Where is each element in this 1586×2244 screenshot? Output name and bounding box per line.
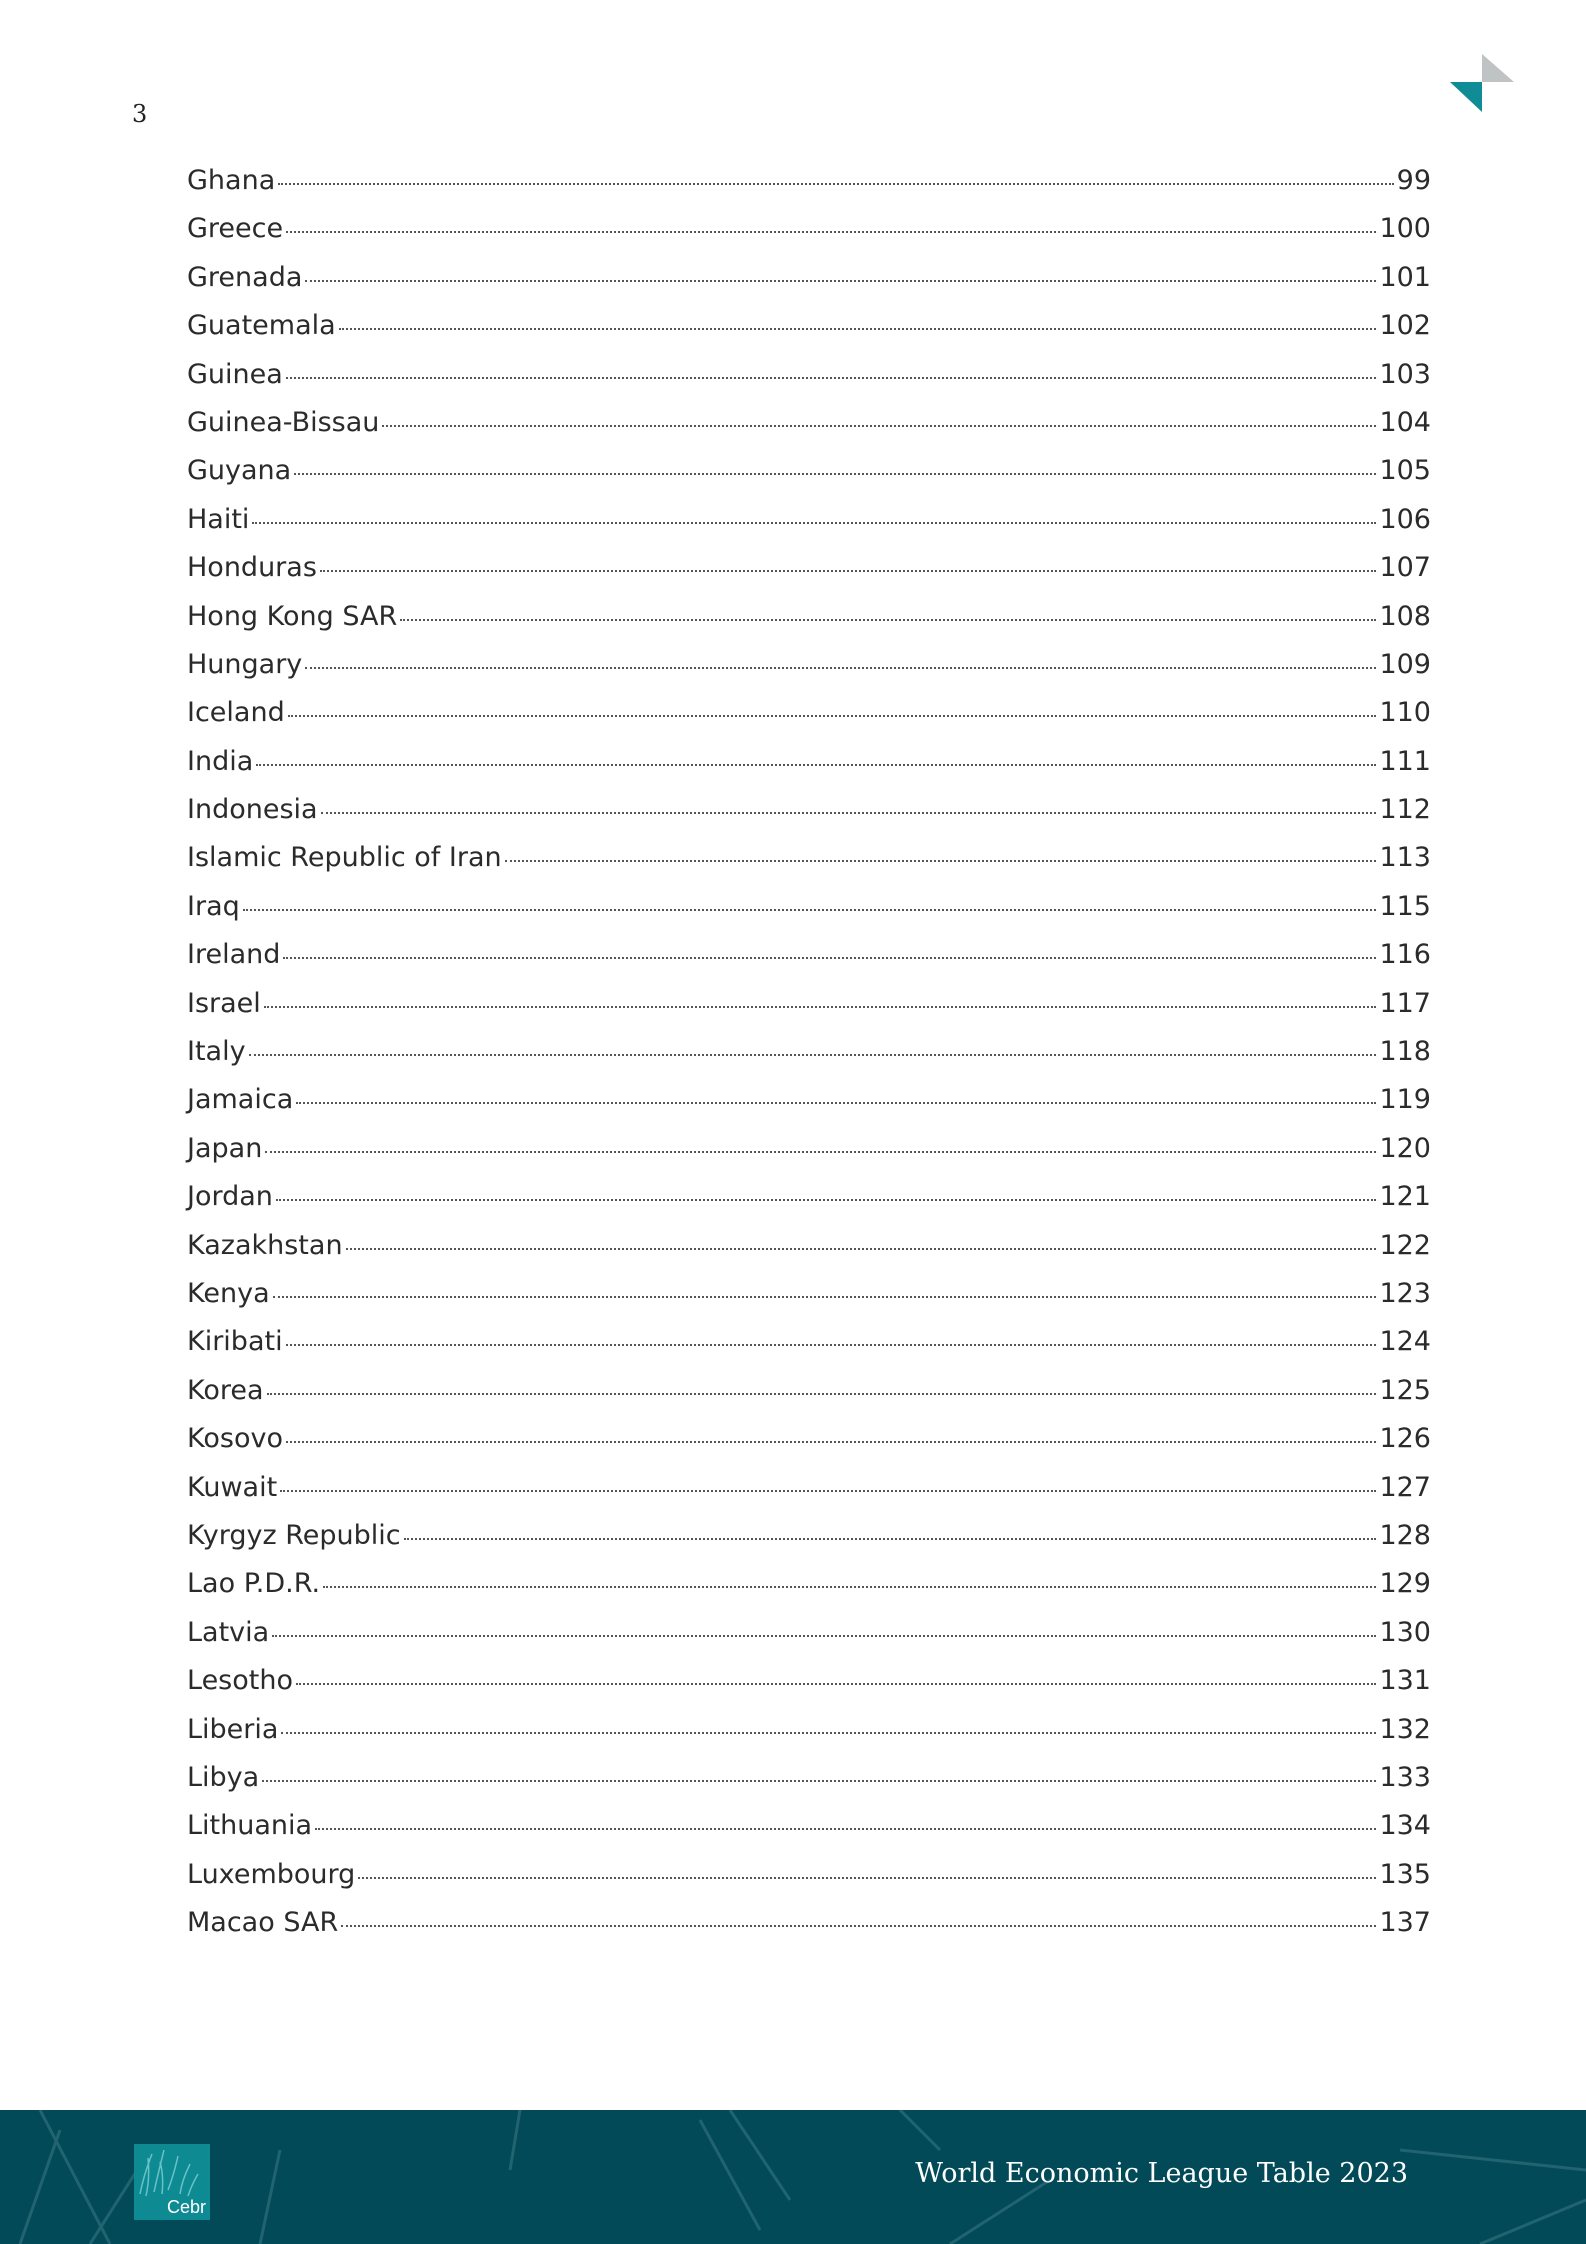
- toc-entry-label: Lesotho: [187, 1665, 293, 1697]
- toc-entry[interactable]: [187, 1028, 1431, 1076]
- toc-dot-leader: [305, 280, 1376, 282]
- toc-entry[interactable]: [187, 593, 1431, 641]
- toc-entry-page: 122: [1379, 1229, 1431, 1261]
- toc-dot-leader: [294, 473, 1376, 475]
- toc-entry-page: 110: [1379, 697, 1431, 729]
- toc-entry[interactable]: [187, 1076, 1431, 1124]
- toc-entry[interactable]: [187, 1415, 1431, 1463]
- toc-entry-page: 128: [1379, 1519, 1431, 1551]
- toc-entry-label: Jordan: [187, 1181, 273, 1213]
- toc-entry-page: 120: [1379, 1132, 1431, 1164]
- cebr-logo-text: Cebr: [166, 2197, 206, 2217]
- toc-entry-label: Ireland: [187, 939, 281, 971]
- toc-entry-label: Guyana: [187, 455, 292, 487]
- footer-bar: [0, 2110, 1586, 2244]
- toc-entry-page: 133: [1379, 1761, 1431, 1793]
- toc-dot-leader: [346, 1248, 1377, 1250]
- toc-entry-label: Lithuania: [187, 1810, 313, 1842]
- toc-entry-page: 102: [1379, 310, 1431, 342]
- toc-entry[interactable]: [187, 1802, 1431, 1850]
- toc-entry-page: 103: [1379, 358, 1431, 390]
- toc-entry[interactable]: [187, 641, 1431, 689]
- toc-entry[interactable]: [187, 1609, 1431, 1657]
- toc-entry[interactable]: [187, 1754, 1431, 1802]
- toc-entry[interactable]: [187, 254, 1431, 302]
- toc-entry-label: Haiti: [187, 503, 250, 535]
- toc-dot-leader: [272, 1635, 1376, 1637]
- toc-entry-page: 132: [1379, 1713, 1431, 1745]
- toc-entry[interactable]: [187, 302, 1431, 350]
- toc-dot-leader: [286, 1344, 1377, 1346]
- toc-dot-leader: [273, 1296, 1377, 1298]
- cebr-logo-icon: [134, 2144, 210, 2220]
- toc-entry-label: Islamic Republic of Iran: [187, 842, 502, 874]
- toc-entry-label: Grenada: [187, 261, 303, 293]
- toc-entry-page: 101: [1379, 261, 1431, 293]
- toc-entry-page: 129: [1379, 1568, 1431, 1600]
- toc-entry-label: Indonesia: [187, 794, 318, 826]
- toc-entry-page: 137: [1379, 1907, 1431, 1939]
- toc-dot-leader: [280, 1490, 1376, 1492]
- toc-entry[interactable]: [187, 786, 1431, 834]
- footer-title: World Economic League Table 2023: [915, 2158, 1408, 2189]
- toc-dot-leader: [262, 1780, 1376, 1782]
- toc-entry[interactable]: [187, 1270, 1431, 1318]
- toc-entry-label: Kazakhstan: [187, 1229, 343, 1261]
- toc-entry-page: 119: [1379, 1084, 1431, 1116]
- toc-entry[interactable]: [187, 1222, 1431, 1270]
- toc-entry-label: Iceland: [187, 697, 285, 729]
- toc-entry-label: Kenya: [187, 1277, 270, 1309]
- toc-dot-leader: [264, 1006, 1377, 1008]
- toc-dot-leader: [315, 1828, 1376, 1830]
- toc-entry-label: Kosovo: [187, 1423, 283, 1455]
- table-of-contents: [187, 157, 1431, 1947]
- toc-entry-page: 134: [1379, 1810, 1431, 1842]
- toc-entry-label: Japan: [187, 1132, 263, 1164]
- toc-entry-page: 107: [1379, 552, 1431, 584]
- toc-entry-label: Lao P.D.R.: [187, 1568, 321, 1600]
- toc-entry-page: 118: [1379, 1036, 1431, 1068]
- toc-entry[interactable]: [187, 544, 1431, 592]
- toc-entry-label: Jamaica: [187, 1084, 294, 1116]
- toc-entry-page: 108: [1379, 600, 1431, 632]
- toc-dot-leader: [267, 1393, 1377, 1395]
- toc-entry[interactable]: [187, 157, 1431, 205]
- toc-entry-label: Macao SAR: [187, 1907, 339, 1939]
- toc-entry-page: 105: [1379, 455, 1431, 487]
- toc-entry-label: Liberia: [187, 1713, 279, 1745]
- toc-entry[interactable]: [187, 931, 1431, 979]
- toc-dot-leader: [382, 425, 1376, 427]
- toc-entry-page: 111: [1379, 745, 1431, 777]
- toc-dot-leader: [286, 231, 1376, 233]
- toc-dot-leader: [283, 957, 1376, 959]
- toc-entry[interactable]: [187, 1464, 1431, 1512]
- toc-entry[interactable]: [187, 1657, 1431, 1705]
- toc-dot-leader: [296, 1102, 1376, 1104]
- toc-entry-label: Hong Kong SAR: [187, 600, 398, 632]
- toc-entry-label: Guinea: [187, 358, 283, 390]
- page-number: 3: [132, 100, 148, 128]
- toc-entry-label: Guinea-Bissau: [187, 406, 380, 438]
- toc-entry[interactable]: [187, 689, 1431, 737]
- toc-dot-leader: [286, 377, 1377, 379]
- toc-entry[interactable]: [187, 1560, 1431, 1608]
- toc-entry[interactable]: [187, 399, 1431, 447]
- corner-triangle-logo-icon: [1448, 52, 1516, 114]
- toc-entry-page: 104: [1379, 406, 1431, 438]
- toc-dot-leader: [341, 1925, 1376, 1927]
- toc-entry[interactable]: [187, 834, 1431, 882]
- toc-entry-label: Latvia: [187, 1616, 270, 1648]
- toc-entry[interactable]: [187, 205, 1431, 253]
- toc-entry-page: 124: [1379, 1326, 1431, 1358]
- toc-entry-page: 121: [1379, 1181, 1431, 1213]
- toc-dot-leader: [323, 1586, 1376, 1588]
- toc-dot-leader: [321, 812, 1377, 814]
- toc-entry-page: 116: [1379, 939, 1431, 971]
- toc-dot-leader: [243, 909, 1377, 911]
- toc-dot-leader: [265, 1151, 1376, 1153]
- toc-entry[interactable]: [187, 980, 1431, 1028]
- toc-dot-leader: [288, 715, 1377, 717]
- toc-entry-page: 115: [1379, 890, 1431, 922]
- toc-dot-leader: [278, 183, 1393, 185]
- toc-entry[interactable]: [187, 1125, 1431, 1173]
- toc-dot-leader: [249, 1054, 1377, 1056]
- toc-entry-label: Kyrgyz Republic: [187, 1519, 401, 1551]
- toc-entry-label: Italy: [187, 1036, 246, 1068]
- toc-entry[interactable]: [187, 1173, 1431, 1221]
- toc-dot-leader: [339, 328, 1377, 330]
- toc-entry[interactable]: [187, 496, 1431, 544]
- toc-entry[interactable]: [187, 351, 1431, 399]
- toc-dot-leader: [296, 1683, 1376, 1685]
- toc-entry-label: Honduras: [187, 552, 317, 584]
- toc-entry-label: Korea: [187, 1374, 264, 1406]
- toc-entry-label: Iraq: [187, 890, 240, 922]
- toc-entry-page: 123: [1379, 1277, 1431, 1309]
- toc-dot-leader: [276, 1199, 1377, 1201]
- toc-entry-label: Greece: [187, 213, 284, 245]
- toc-dot-leader: [256, 764, 1376, 766]
- toc-entry-page: 125: [1379, 1374, 1431, 1406]
- toc-dot-leader: [505, 860, 1377, 862]
- toc-entry-label: Israel: [187, 987, 261, 1019]
- toc-entry-page: 109: [1379, 648, 1431, 680]
- toc-dot-leader: [252, 522, 1376, 524]
- toc-entry-page: 126: [1379, 1423, 1431, 1455]
- toc-entry-page: 112: [1379, 794, 1431, 826]
- toc-entry-page: 99: [1396, 165, 1431, 196]
- toc-dot-leader: [320, 570, 1377, 572]
- toc-entry-page: 113: [1379, 842, 1431, 874]
- toc-entry[interactable]: [187, 1899, 1431, 1947]
- toc-entry-page: 127: [1379, 1471, 1431, 1503]
- toc-dot-leader: [400, 619, 1376, 621]
- toc-entry-label: India: [187, 745, 254, 777]
- toc-entry-label: Luxembourg: [187, 1858, 356, 1890]
- toc-entry[interactable]: [187, 883, 1431, 931]
- toc-entry-page: 131: [1379, 1665, 1431, 1697]
- toc-entry[interactable]: [187, 738, 1431, 786]
- toc-dot-leader: [358, 1877, 1376, 1879]
- toc-entry-label: Kiribati: [187, 1326, 283, 1358]
- toc-entry[interactable]: [187, 1367, 1431, 1415]
- toc-entry-page: 130: [1379, 1616, 1431, 1648]
- toc-entry-page: 135: [1379, 1858, 1431, 1890]
- toc-entry-label: Libya: [187, 1761, 260, 1793]
- toc-dot-leader: [281, 1732, 1376, 1734]
- toc-entry-page: 117: [1379, 987, 1431, 1019]
- toc-entry-label: Hungary: [187, 648, 303, 680]
- toc-entry[interactable]: [187, 1318, 1431, 1366]
- toc-entry-page: 100: [1379, 213, 1431, 245]
- toc-entry-page: 106: [1379, 503, 1431, 535]
- toc-dot-leader: [305, 667, 1376, 669]
- toc-entry-label: Guatemala: [187, 310, 336, 342]
- toc-dot-leader: [286, 1441, 1376, 1443]
- toc-entry-label: Ghana: [187, 165, 276, 196]
- toc-entry[interactable]: [187, 447, 1431, 495]
- toc-entry[interactable]: [187, 1851, 1431, 1899]
- toc-entry[interactable]: [187, 1706, 1431, 1754]
- toc-dot-leader: [404, 1538, 1377, 1540]
- toc-entry[interactable]: [187, 1512, 1431, 1560]
- toc-entry-label: Kuwait: [187, 1471, 278, 1503]
